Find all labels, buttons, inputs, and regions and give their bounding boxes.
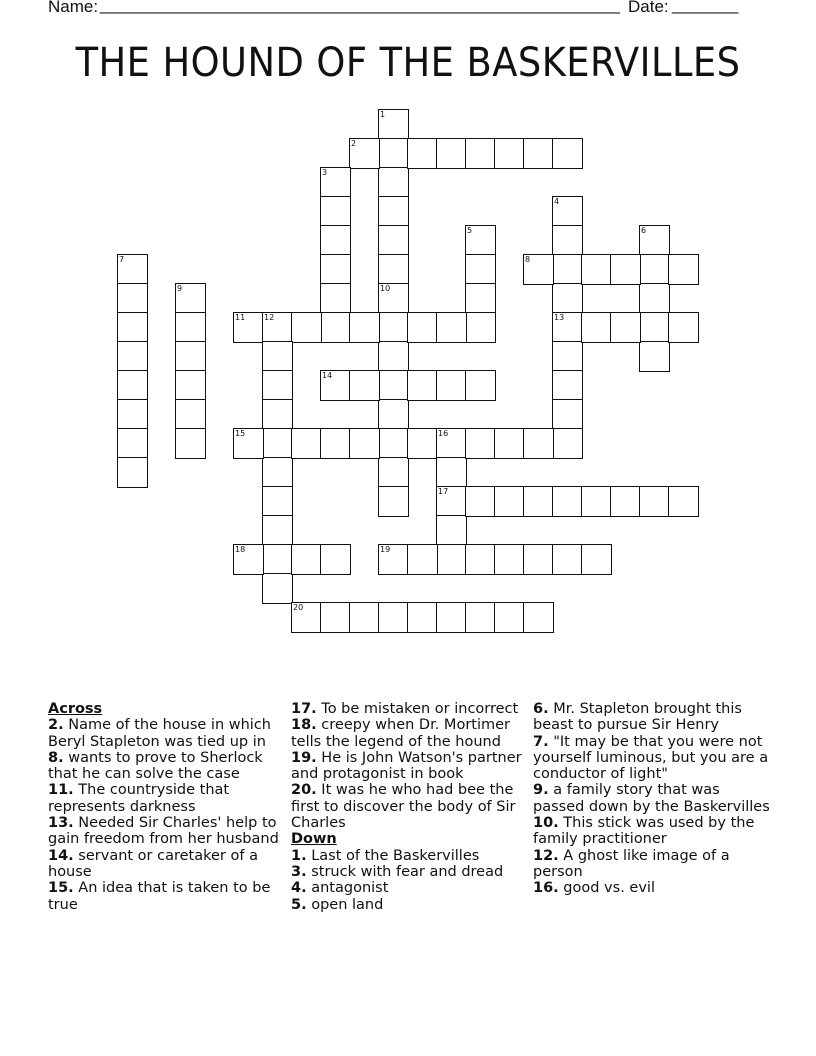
clue-across-11: 11. The countryside that represents darkness	[48, 782, 230, 815]
grid-cell[interactable]	[262, 370, 293, 401]
clue-down-4: 4. antagonist	[291, 880, 389, 897]
page-title: THE HOUND OF THE BASKERVILLES	[75, 40, 741, 86]
grid-cell[interactable]	[378, 312, 409, 343]
grid-cell[interactable]	[523, 138, 554, 169]
grid-cell[interactable]	[407, 370, 438, 401]
clue-number: 7	[119, 255, 125, 264]
grid-cell[interactable]	[552, 312, 583, 343]
grid-cell[interactable]	[523, 486, 554, 517]
grid-cell[interactable]	[552, 254, 583, 285]
grid-cell[interactable]	[291, 312, 322, 343]
grid-cell[interactable]	[262, 312, 293, 343]
grid-cell[interactable]	[378, 544, 409, 575]
clue-down-6: 6. Mr. Stapleton brought this beast to pursue Sir Henry	[533, 701, 742, 734]
grid-cell[interactable]	[465, 138, 496, 169]
grid-cell[interactable]	[378, 283, 409, 314]
grid-cell[interactable]	[262, 544, 293, 575]
clue-across-20: 20. It was he who had bee the first to discover the body of Sir Charles	[291, 782, 516, 832]
grid-cell[interactable]	[320, 544, 351, 575]
date-line[interactable]: _______	[672, 0, 739, 14]
clue-number: 9	[177, 284, 183, 293]
grid-cell[interactable]	[465, 254, 496, 285]
grid-cell[interactable]	[378, 196, 409, 227]
grid-cell[interactable]	[668, 486, 699, 517]
grid-cell[interactable]	[378, 370, 409, 401]
grid-cell[interactable]	[552, 341, 583, 372]
grid-cell[interactable]	[175, 283, 206, 314]
grid-cell[interactable]	[639, 254, 670, 285]
clue-number: 16	[438, 429, 449, 438]
grid-cell[interactable]	[117, 370, 148, 401]
clue-down-12: 12. A ghost like image of a person	[533, 847, 730, 880]
grid-cell[interactable]	[407, 544, 438, 575]
grid-cell[interactable]	[639, 486, 670, 517]
clue-number: 11	[235, 313, 246, 322]
grid-cell[interactable]	[523, 544, 554, 575]
grid-cell[interactable]	[465, 225, 496, 256]
clue-number: 13	[554, 313, 565, 322]
clue-number: 8	[525, 255, 531, 264]
grid-cell[interactable]	[320, 167, 351, 198]
grid-cell[interactable]	[378, 486, 409, 517]
clue-number: 15	[235, 429, 246, 438]
grid-cell[interactable]	[610, 486, 641, 517]
grid-cell[interactable]	[320, 196, 351, 227]
grid-cell[interactable]	[552, 428, 583, 459]
grid-cell[interactable]	[639, 312, 670, 343]
clue-across-18: 18. creepy when Dr. Mortimer tells the legend of the hound	[291, 717, 510, 750]
grid-cell[interactable]	[523, 602, 554, 633]
clue-down-5: 5. open land	[291, 896, 384, 913]
grid-cell[interactable]	[378, 602, 409, 633]
clue-number: 14	[322, 371, 333, 380]
grid-cell[interactable]	[117, 283, 148, 314]
grid-cell[interactable]	[407, 312, 438, 343]
grid-cell[interactable]	[494, 602, 525, 633]
grid-cell[interactable]	[320, 254, 351, 285]
grid-cell[interactable]	[581, 544, 612, 575]
grid-cell[interactable]	[436, 138, 467, 169]
grid-cell[interactable]	[233, 428, 264, 459]
grid-cell[interactable]	[349, 602, 380, 633]
clue-number: 18	[235, 545, 246, 554]
grid-cell[interactable]	[465, 428, 496, 459]
grid-cell[interactable]	[436, 515, 467, 546]
grid-cell[interactable]	[494, 138, 525, 169]
grid-cell[interactable]	[378, 428, 409, 459]
grid-cell[interactable]	[175, 399, 206, 430]
grid-cell[interactable]	[436, 312, 467, 343]
grid-cell[interactable]	[349, 370, 380, 401]
grid-cell[interactable]	[552, 196, 583, 227]
grid-cell[interactable]	[175, 428, 206, 459]
clue-down-10: 10. This stick was used by the family practitioner	[533, 815, 755, 848]
grid-cell[interactable]	[639, 341, 670, 372]
grid-cell[interactable]	[552, 486, 583, 517]
clue-number: 1	[380, 110, 386, 119]
grid-cell[interactable]	[378, 457, 409, 488]
grid-cell[interactable]	[117, 254, 148, 285]
grid-cell[interactable]	[465, 602, 496, 633]
grid-cell[interactable]	[581, 254, 612, 285]
clue-number: 19	[380, 545, 391, 554]
grid-cell[interactable]	[552, 225, 583, 256]
clue-number: 17	[438, 487, 449, 496]
grid-cell[interactable]	[262, 486, 293, 517]
clue-down-16: 16. good vs. evil	[533, 880, 655, 897]
grid-cell[interactable]	[320, 283, 351, 314]
grid-cell[interactable]	[436, 428, 467, 459]
grid-cell[interactable]	[262, 515, 293, 546]
grid-cell[interactable]	[349, 312, 380, 343]
grid-cell[interactable]	[465, 544, 496, 575]
grid-cell[interactable]	[378, 138, 409, 169]
grid-cell[interactable]	[668, 312, 699, 343]
grid-cell[interactable]	[465, 283, 496, 314]
grid-cell[interactable]	[378, 341, 409, 372]
grid-cell[interactable]	[436, 486, 467, 517]
clue-across-17: 17. To be mistaken or incorrect	[291, 701, 519, 717]
clue-number: 3	[322, 168, 328, 177]
grid-cell[interactable]	[552, 399, 583, 430]
grid-cell[interactable]	[262, 341, 293, 372]
grid-cell[interactable]	[378, 254, 409, 285]
grid-cell[interactable]	[349, 138, 380, 169]
down-heading: Down	[291, 831, 337, 848]
grid-cell[interactable]	[465, 370, 496, 401]
grid-cell[interactable]	[494, 486, 525, 517]
grid-cell[interactable]	[639, 225, 670, 256]
grid-cell[interactable]	[610, 254, 641, 285]
grid-cell[interactable]	[117, 428, 148, 459]
clues-column-3	[533, 701, 773, 897]
clue-number: 12	[264, 313, 275, 322]
clue-number: 2	[351, 139, 357, 148]
grid-cell[interactable]	[175, 341, 206, 372]
grid-cell[interactable]	[436, 457, 467, 488]
clue-across-15: 15. An idea that is taken to be true	[48, 880, 271, 913]
grid-cell[interactable]	[378, 399, 409, 430]
clue-down-7: 7. "It may be that you were not yourself luminous, but you are a conductor of light"	[533, 733, 769, 783]
clue-across-8: 8. wants to prove to Sherlock that he can solve the case	[48, 749, 263, 783]
grid-cell[interactable]	[378, 167, 409, 198]
clue-across-19: 19. He is John Watson's partner and protagonist in book	[291, 749, 522, 783]
grid-cell[interactable]	[233, 312, 264, 343]
grid-cell[interactable]	[320, 312, 351, 343]
grid-cell[interactable]	[320, 225, 351, 256]
grid-cell[interactable]	[552, 283, 583, 314]
grid-cell[interactable]	[494, 544, 525, 575]
grid-cell[interactable]	[378, 109, 409, 140]
clues-column-2	[291, 701, 527, 913]
grid-cell[interactable]	[291, 602, 322, 633]
grid-cell[interactable]	[320, 428, 351, 459]
grid-cell[interactable]	[117, 312, 148, 343]
grid-cell[interactable]	[523, 428, 554, 459]
grid-cell[interactable]	[552, 544, 583, 575]
grid-cell[interactable]	[494, 428, 525, 459]
grid-cell[interactable]	[175, 312, 206, 343]
clue-number: 10	[380, 284, 391, 293]
clues-column-1	[48, 701, 280, 913]
grid-cell[interactable]	[320, 370, 351, 401]
grid-cell[interactable]	[610, 312, 641, 343]
date-label: Date:	[628, 0, 674, 16]
grid-cell[interactable]	[175, 370, 206, 401]
clue-across-13: 13. Needed Sir Charles' help to gain freedom from her husband	[48, 815, 279, 848]
clue-number: 20	[293, 603, 304, 612]
grid-cell[interactable]	[523, 254, 554, 285]
grid-cell[interactable]	[581, 486, 612, 517]
grid-cell[interactable]	[407, 138, 438, 169]
grid-cell[interactable]	[291, 544, 322, 575]
grid-cell[interactable]	[262, 399, 293, 430]
grid-cell[interactable]	[436, 370, 467, 401]
grid-cell[interactable]	[639, 283, 670, 314]
clue-number: 5	[467, 226, 473, 235]
grid-cell[interactable]	[117, 457, 148, 488]
across-heading: Across	[48, 701, 103, 717]
name-line[interactable]: _______________________________________________________	[100, 0, 621, 14]
clue-down-3: 3. struck with fear and dread	[291, 863, 504, 880]
clue-across-14: 14. servant or caretaker of a house	[48, 847, 258, 880]
grid-cell[interactable]	[291, 428, 322, 459]
grid-cell[interactable]	[581, 312, 612, 343]
grid-cell[interactable]	[407, 602, 438, 633]
grid-cell[interactable]	[552, 370, 583, 401]
clue-down-9: 9. a family story that was passed down by the Baskervilles	[533, 782, 770, 815]
grid-cell[interactable]	[436, 602, 467, 633]
grid-cell[interactable]	[436, 544, 467, 575]
grid-cell[interactable]	[233, 544, 264, 575]
grid-cell[interactable]	[349, 428, 380, 459]
grid-cell[interactable]	[117, 341, 148, 372]
clue-across-2: 2. Name of the house in which Beryl Stapleton was tied up in	[48, 717, 271, 750]
grid-cell[interactable]	[320, 602, 351, 633]
grid-cell[interactable]	[465, 486, 496, 517]
grid-cell[interactable]	[552, 138, 583, 169]
grid-cell[interactable]	[378, 225, 409, 256]
clue-down-1: 1. Last of the Baskervilles	[291, 847, 480, 864]
grid-cell[interactable]	[407, 428, 438, 459]
grid-cell[interactable]	[262, 457, 293, 488]
clue-number: 4	[554, 197, 560, 206]
grid-cell[interactable]	[117, 399, 148, 430]
grid-cell[interactable]	[262, 573, 293, 604]
name-label: Name:	[48, 0, 103, 16]
grid-cell[interactable]	[262, 428, 293, 459]
grid-cell[interactable]	[668, 254, 699, 285]
clue-number: 6	[641, 226, 647, 235]
grid-cell[interactable]	[465, 312, 496, 343]
